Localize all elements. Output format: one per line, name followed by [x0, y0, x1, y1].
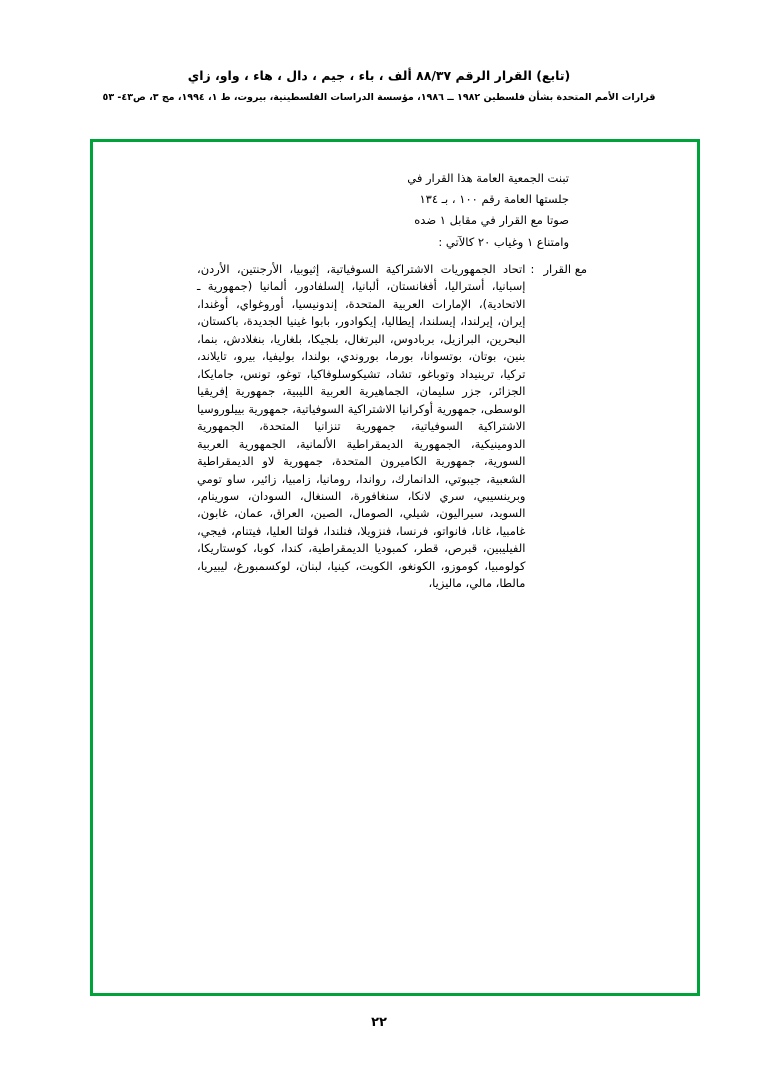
vote-in-favour-block [197, 261, 587, 593]
intro-line: تبنت الجمعية العامة هذا القرار في [407, 171, 569, 185]
country-list: اتحاد الجمهوريات الاشتراكية السوفياتية، إثيوبيا، الأرجنتين، الأردن، إسبانيا، أستراليا، أفغانستان، ألبانيا، إلسلفادور، ألمانيا (جمهورية ـ الاتحادية)، الإمارات العربية المتحدة، إندونيسيا، أوروغواي، أوغندا، إيران، إيرلندا، إيسلندا، إيطاليا، إيكوادور، بابوا غينيا الجديدة، باكستان، البحرين، البرازيل، بربادوس، البرتغال، بلجيكا، بلغاريا، بنغلادش، بنما، بنين، بوتان، بوتسوانا، بورما، بوروندي، بولندا، بوليفيا، بيرو، تايلاند، تركيا، ترينيداد وتوباغو، تشاد، تشيكوسلوفاكيا، توغو، تونس، جامايكا، الجزائر، جزر سليمان، الجماهيرية العربية الليبية، جمهورية إفريقيا الوسطى، جمهورية أوكرانيا الاشتراكية السوفياتية، جمهورية بييلوروسيا الاشتراكية السوفياتية، جمهورية تنزانيا المتحدة، الجمهورية الدومينيكية، الجمهورية الديمقراطية الألمانية، الجمهورية العربية السورية، جمهورية الكاميرون المتحدة، جمهورية لاو الديمقراطية الشعبية، جيبوتي، الدانمارك، رواندا، رومانيا، زامبيا، زائير، ساو تومي وبرينسيبي، سري لانكا، سنغافورة، السنغال، السودان، سورينام، السويد، سيراليون، شيلي، الصومال، الصين، العراق، عمان، غابون، غامبيا، غانا، فانواتو، فرنسا، فنزويلا، فنلندا، فولتا العليا، فيتنام، فيجي، الفيليبين، قبرص، قطر، كمبوديا الديمقراطية، كندا، كوبا، كوستاريكا، كولومبيا، كوموزو، الكونغو، الكويت، كينيا، لبنان، لوكسمبورغ، ليبيريا، مالطا، مالي، ماليزيا، [197, 261, 526, 591]
intro-line: وامتناع ١ وغياب ٢٠ كالآتي : [438, 234, 569, 249]
body-area [197, 172, 587, 593]
intro-paragraph [197, 172, 587, 249]
page-header-source: قرارات الأمم المتحدة بشأن فلسطين ١٩٨٢ ــ ١٩٨٦، مؤسسة الدراسات الفلسطينية، بيروت، ط ١، ١٩٩٤، مج ٣، ص٤٣- ٥٣ [102, 92, 656, 103]
page-number: ٢٢ [371, 1015, 387, 1030]
vote-label: مع القرار [543, 261, 587, 276]
vote-colon: : [530, 261, 535, 276]
intro-line: صوتا مع القرار في مقابل ١ ضده [414, 213, 569, 228]
content-frame [90, 139, 700, 996]
intro-line: جلستها العامة رقم ١٠٠ ، بـ ١٣٤ [419, 192, 569, 207]
page-header-title: (تابع) القرار الرقم ٨٨/٣٧ ألف ، باء ، جيم ، دال ، هاء ، واو، زاي [187, 68, 571, 83]
